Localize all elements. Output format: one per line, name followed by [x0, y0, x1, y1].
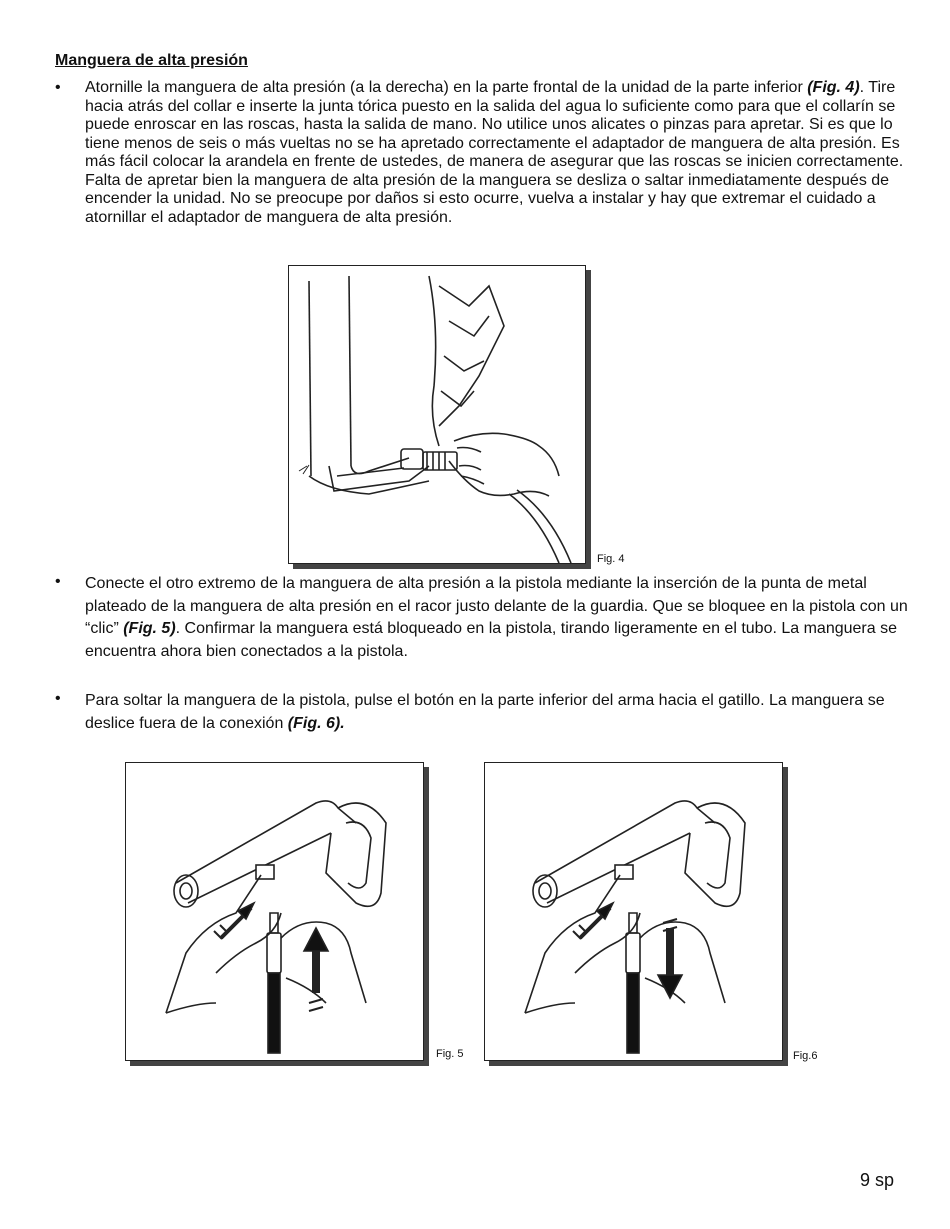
bullet-symbol: •: [55, 79, 61, 96]
section-heading: Manguera de alta presión: [55, 52, 248, 69]
bullet-text-part: Conecte el otro extremo de la manguera de alta presión a la pistola mediante la inserción de la punta de metal plateado de la manguera de alta presión en el racor justo delante de la guardia. Que se bloquee en la pistola con un “clic”: [85, 575, 908, 638]
figure-5-label: Fig. 5: [436, 1048, 464, 1060]
figure-reference: (Fig. 5): [123, 620, 176, 638]
page-number: 9 sp: [860, 1170, 895, 1190]
figure-reference: (Fig. 6).: [287, 714, 345, 732]
bullet-text-part: . Confirmar la manguera está bloqueado en la pistola, tirando ligeramente en el tubo. La manguera se encuentra ahora bien conectados a la pistola.: [85, 620, 897, 660]
figure-4-image: [288, 265, 586, 564]
bullet-symbol: •: [55, 573, 61, 590]
bullet-text-part: . Tire hacia atrás del collar e inserte la junta tórica puesto en la salida del agua lo suficiente como para que el collarín se puede enroscar en las roscas, hasta la salida de mano. No utilice unos alicates o pinzas para apretar. Si es que lo tiene menos de seis o más vueltas no se ha apretado correctamente el adaptador de manguera de alta presión. Es más fácil colocar la arandela en frente de ustedes, de manera de asegurar que las roscas se inicien correctamente. Falta de apretar bien la manguera de alta presión de la manguera se desliza o saltar inmediatamente después de encender la unidad. No se preocupe por daños si esto ocurre, vuelva a instalar y hay que extremar el cuidado a atornillar el adaptador de manguera de alta presión.: [85, 79, 904, 226]
figure-4-label: Fig. 4: [597, 553, 625, 565]
bullet-symbol: •: [55, 690, 61, 707]
figure-5-image: [125, 762, 424, 1061]
bullet-text-part: Atornille la manguera de alta presión (a la derecha) en la parte frontal de la unidad de la parte inferior: [85, 79, 808, 96]
bullet-text-part: Para soltar la manguera de la pistola, pulse el botón en la parte inferior del arma hacia el gatillo. La manguera se deslice fuera de la conexión: [85, 692, 885, 732]
figure-6-image: [484, 762, 783, 1061]
figure-reference: (Fig. 4): [807, 79, 860, 96]
bullet-text: [85, 79, 925, 227]
bullet-text: [85, 573, 925, 663]
figure-6-label: Fig.6: [793, 1050, 818, 1062]
bullet-text: [85, 690, 925, 735]
